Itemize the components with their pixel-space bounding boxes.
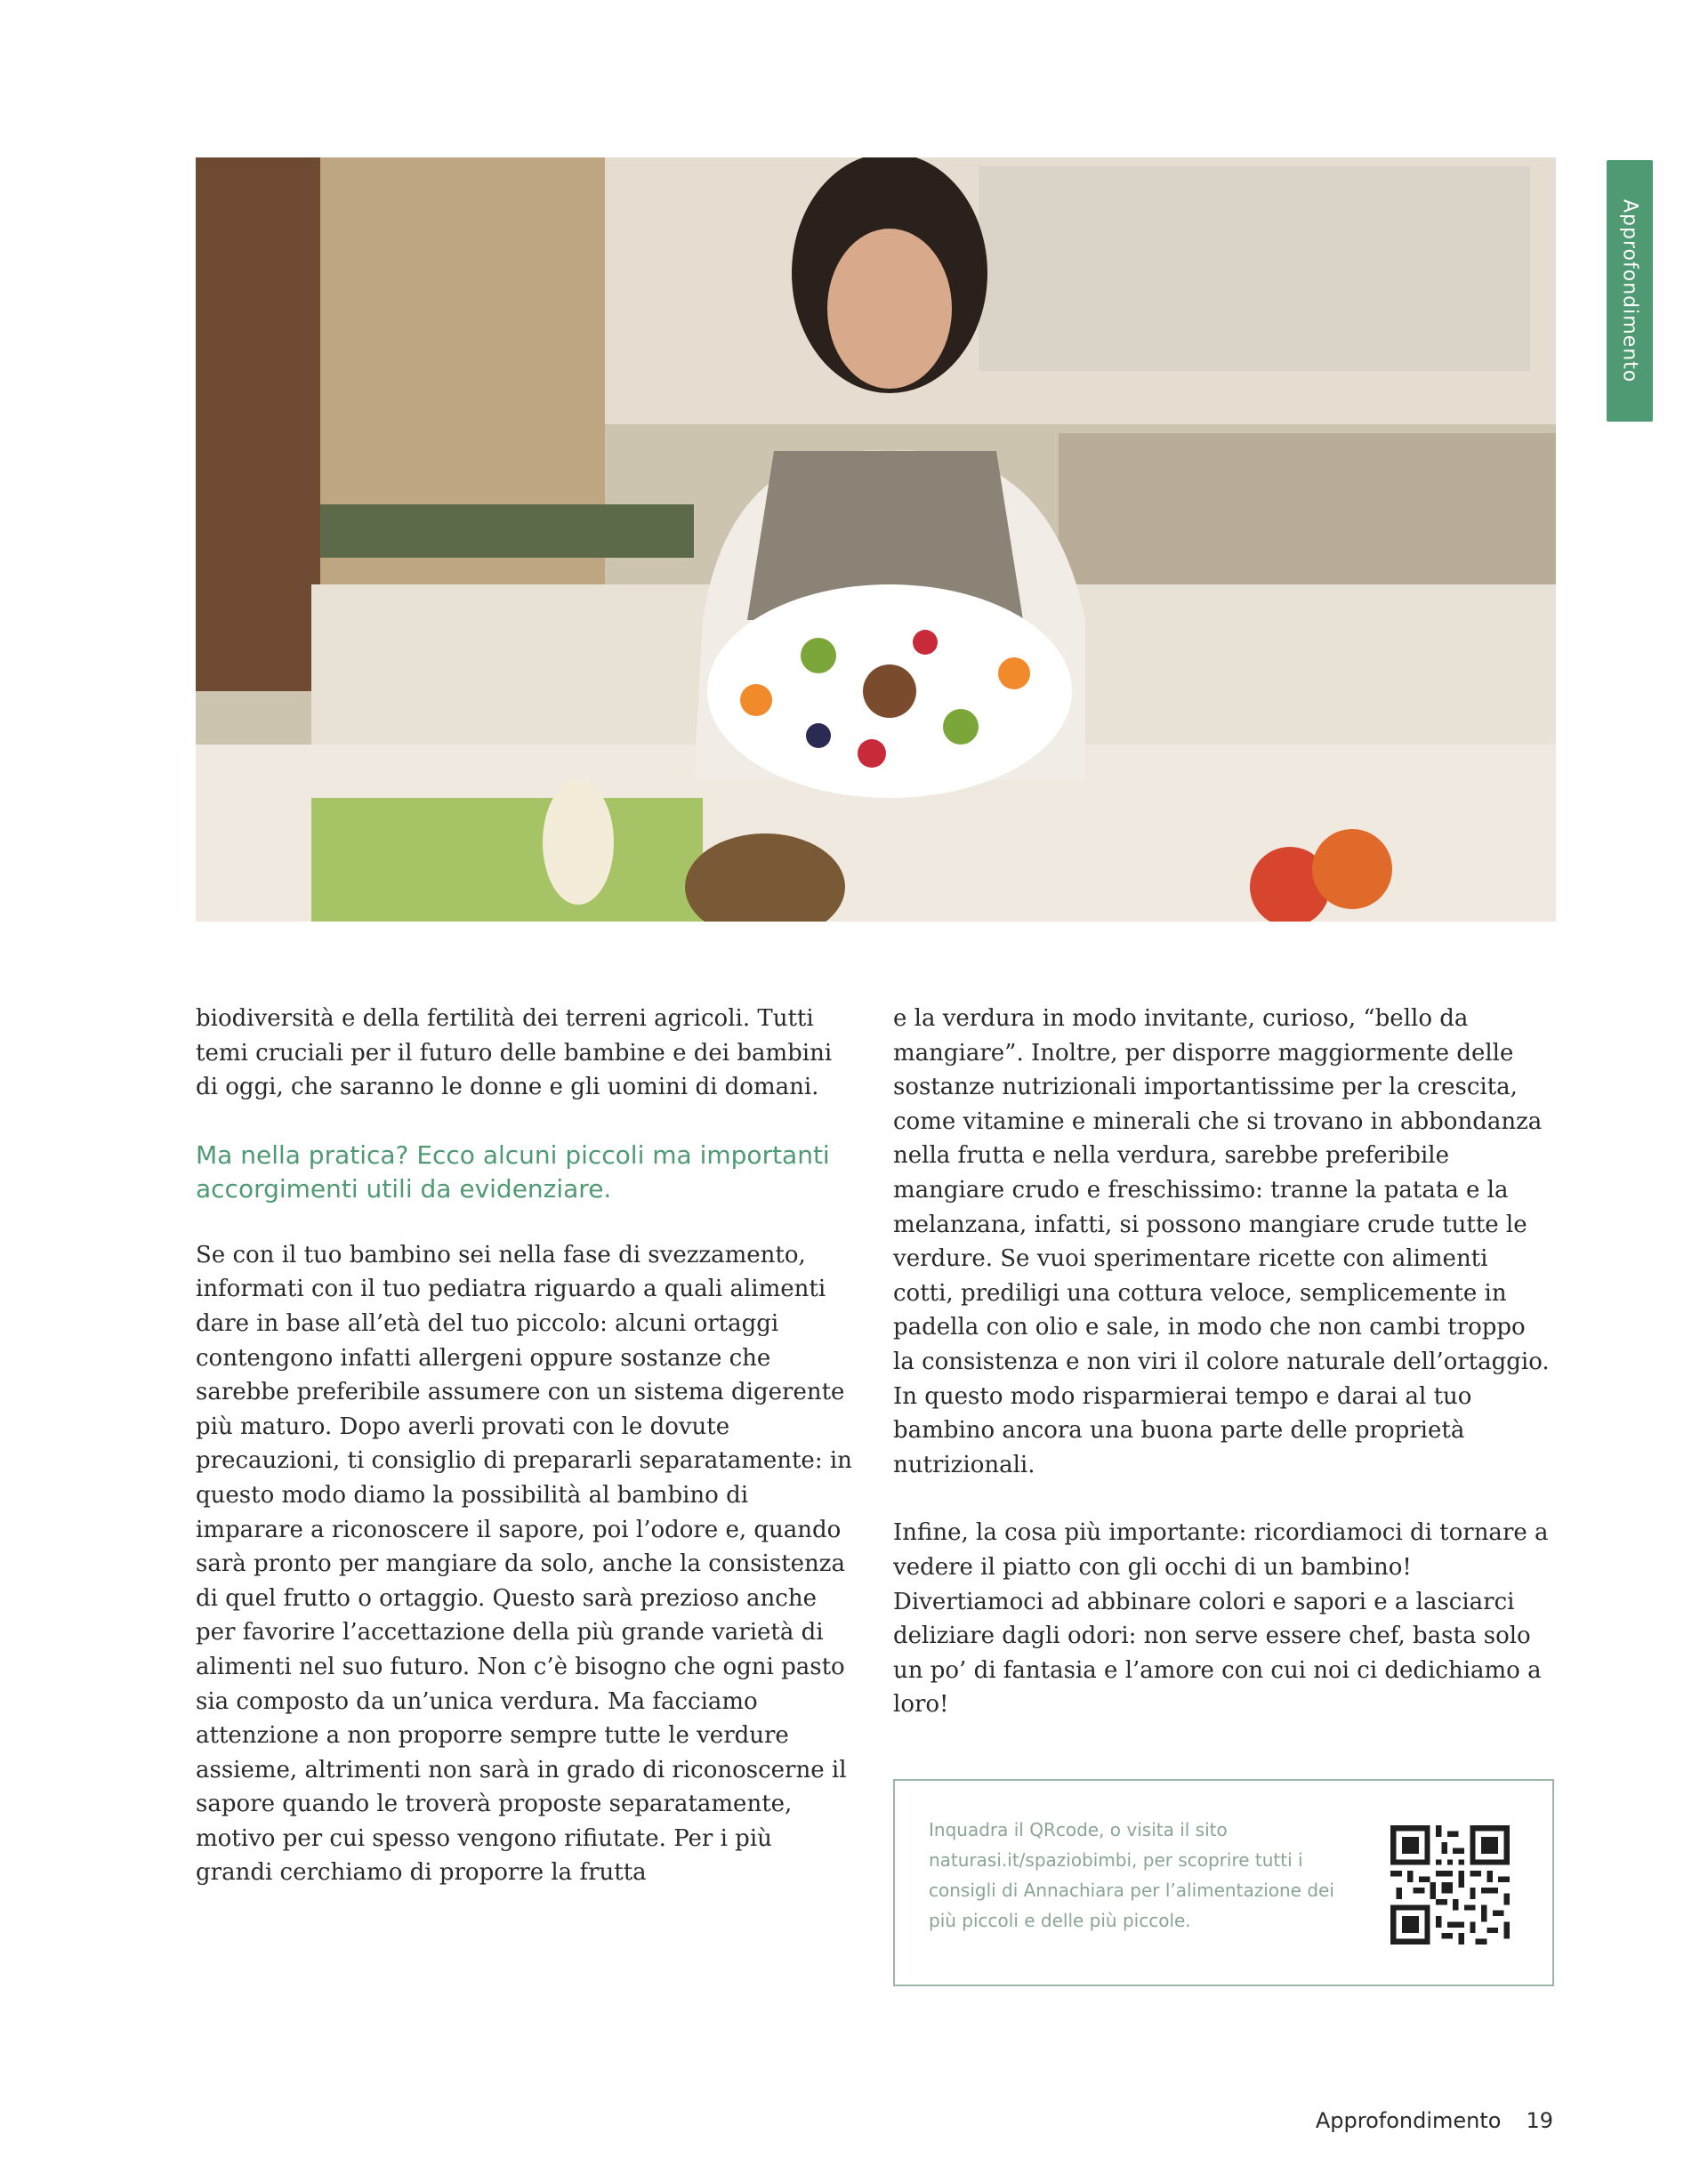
left-text-column (196, 1002, 854, 1890)
footer-section-label: Approfondimento (1315, 2108, 1502, 2133)
left-paragraph-1: biodiversità e della fertilità dei terreni agricoli. Tutti temi cruciali per il futuro delle bambine e dei bambini di oggi, che saranno le donne e gli uomini di domani. (196, 1005, 833, 1101)
right-paragraph-1: e la verdura in modo invitante, curioso, “bello da mangiare”. Inoltre, per disporre maggiormente delle sostanze nutrizionali importantissime per la crescita, come vitamine e minerali che si trovano in abbondanza nella frutta e nella verdura, sarebbe preferibile mangiare crudo e freschissimo: tranne la patata e la melanzana, infatti, si possono mangiare crude tutte le verdure. Se vuoi sperimentare ricette con alimenti cotti, prediligi una cottura veloce, semplicemente in padella con olio e sale, in modo che non cambi troppo la consistenza e non viri il colore naturale dell’ortaggio. In questo modo risparmierai tempo e darai al tuo bambino ancora una buona parte delle proprietà nutrizionali. (893, 1005, 1550, 1478)
article-photo (196, 157, 1556, 922)
page-number: 19 (1526, 2108, 1553, 2133)
side-tab-label: Approfondimento (1618, 198, 1641, 383)
qr-code-icon[interactable] (1390, 1825, 1510, 1945)
section-side-tab (1607, 160, 1653, 422)
page-footer (1316, 2108, 1553, 2133)
highlight-quote: Ma nella pratica? Ecco alcuni piccoli ma importanti accorgimenti utili da evidenziare. (196, 1139, 830, 1204)
qr-info-text: Inquadra il QRcode, o visita il sito naturasi.it/spaziobimbi, per scoprire tutti i consigli di Annachiara per l’alimentazione dei più piccoli e delle più piccole. (929, 1819, 1334, 1931)
right-paragraph-2: Infine, la cosa più importante: ricordiamoci di tornare a vedere il piatto con gli occhi di un bambino! Divertiamoci ad abbinare colori e sapori e a lasciarci deliziare dagli odori: non serve essere chef, basta solo un po’ di fantasia e l’amore con cui noi ci dedichiamo a loro! (893, 1519, 1549, 1719)
right-text-column (893, 1002, 1551, 1722)
photo-illustration (196, 157, 1556, 922)
left-paragraph-2: Se con il tuo bambino sei nella fase di svezzamento, informati con il tuo pediatra riguardo a quali alimenti dare in base all’età del tuo piccolo: alcuni ortaggi contengono infatti allergeni oppure sostanze che sarebbe preferibile assumere con un sistema digerente più maturo. Dopo averli provati con le dovute precauzioni, ti consiglio di prepararli separatamente: in questo modo diamo la possibilità al bambino di imparare a riconoscere il sapore, poi l’odore e, quando sarà pronto per mangiare da solo, anche la consistenza di quel frutto o ortaggio. Questo sarà prezioso anche per favorire l’accettazione della più grande varietà di alimenti nel suo futuro. Non c’è bisogno che ogni pasto sia composto da un’unica verdura. Ma facciamo attenzione a non proporre sempre tutte le verdure assieme, altrimenti non sarà in grado di riconoscerne il sapore quando le troverà proposte separatamente, motivo per cui spesso vengono rifiutate. Per i più grandi cerchiamo di proporre la frutta (196, 1241, 852, 1887)
qr-info-box (893, 1779, 1554, 1986)
